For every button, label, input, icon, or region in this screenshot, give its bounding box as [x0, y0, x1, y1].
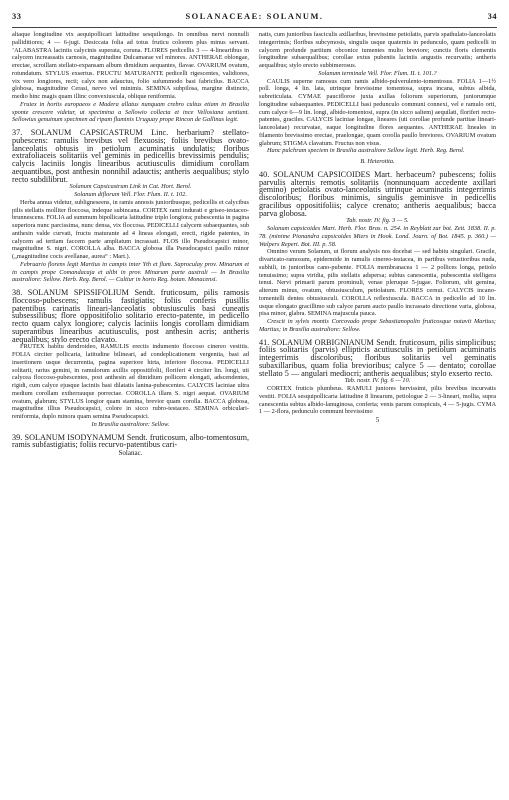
left-column: [12, 31, 249, 791]
page-number-right: 34: [487, 12, 497, 21]
left-paragraph: Herba annua videtur, subligneseens, in ramis annosis juniortbusque, pedicellis et calycibus pilis stellatis molliter floccosa, indeque subincana. CORTEX rami indurati e griseo-testaceo-brunnescens. FOLIA ad summum bipollicaria latitudine triplo longiora; pubescentia in pagina superiora nunc parcissima, nunc densa, vix floccosa. PEDICELLI calycem subaequantes, sub anthesin valde curvati, fructu maturante ad 4 lineas elongati, erecti, rigide patentes, in calycem ad tertiam faccem parte ampliatum incrassati. FLOS illo Pseudocapsici minor, magnitudine S. nigri. COROLLA alba. BACCA globosa illa Pseudocapsici paullo minor („magnitudine cocis avellanae, aurea“ : Mart.).: [12, 198, 249, 260]
page-number-left: 33: [12, 12, 22, 21]
right-paragraph: Omnino verum Solanum, ut florum analysis nos docebat — sed habitu singulari. Gracile, divaricato-ramosum, epidermide in ramulis cinereo-testacea, in partibus vetustioribus nuda, subhili, in junioribus cano-pubente. FOLIA membranacea 1 — 2 pollices longa, petiolo tenuissimo; supra viridia, pilis stellatis adspersa; subtus canescentia, pubescentia stelligera tenui. Nervi primarii parum prominuli, venae pleruque 5-jugae. Foliorum, ubi gemina, alterum minus, ovatum, obtusiusculum, petiolatum. FLORES cernui. CALYCIS incano-tomentelli dentes obtusiusculi. COROLLA reflexiuscula. BACCA in pedicello ad 10 lin. usque elongato gracillimo sub calyce parum aucto paullo incrassato directione varia, globosa, pisa minor, glabra. SEMINA majuscula pauca.: [259, 248, 496, 318]
right-paragraph: Solanum terminale Vell. Flor. Flum. II. t. 101.?: [318, 69, 437, 77]
right-column: [259, 31, 496, 791]
right-paragraph: CORTEX fruticis plumbeus. RAMULI juniores hervissimi, pilis brevibus incurvatis vestiti. FOLIA sesquipollicaria latitudine 8 linearum, petiologue 2 — 3-lineari, mollia, supra canescentia subtus albido-lanuginosa, conferta; venis parum conspicuis, 4 — 5-jugis. CYMA 1 — 2-flora, pedunculo communi brevissimo: [259, 385, 496, 416]
left-paragraph: FRUTEX habitu dendroideo, RAMULIS erectis indumento floccoso cinereo vestitis. FOLIA circiter pollicaria, latitudine bilineari, ad condeplicationem vergentia, basi ad insertionem usque decurrentia, pagina superiore hirta, inferiore floccosa. PEDICELLI solitarii, rarius gemini, in ramulorum axillis oppositifolii, floriferi 4 circiter lin. longi, uti calycea floccoso-pubescentes, post anthesin ad dimidium pollicem elongati, adscendentes, rigidi, cum calyce ejusque laciniis basi dilatatis lanina-pubescentes. CALYCIS laciniae ultra medium corollam extherrauque porrectae. COROLLA illam S. nigri aequat. OVARIUM ovatum, glabrum; STYLUS longior quam stamina, brevior quam corolla. BACCA globosa, magnitudine illius Pseudocapsici, colore in sicco rubro-testaceo. SEMINA orbiculari-reniformia, duplo minora quam semina Pseudocapsici.: [12, 343, 249, 420]
left-paragraph: In Brasilia australiore: Sellow.: [91, 420, 170, 428]
running-header: [12, 12, 497, 26]
right-paragraph: Tab. nostr. IV. fig. 6 — 10.: [344, 377, 411, 385]
left-paragraph: Solanum Capsicastrum Link in Cat. Hort. Berol.: [69, 183, 192, 191]
left-paragraph: Solanum diflorum Vell. Flor. Flum. II. t. 102.: [74, 191, 187, 198]
left-paragraph: 38. SOLANUM SPISSIFOLIUM Sendt. fruticosum, pilis ramosis floccoso-pubescens; ramulis fastigiatis; foliis conferis pusillis patentibus carinatis lineari-lanceolatis obtusiusculis basi cuneatis subsessilibus; flore oppositifolio solitario erecto-patente, in pedicello recto quam calyx longiore; calycis laciniis longis corollam dimidiam superantibus linearibus acutiusculis, post anthesin acris; antheris aequalibus; stylo erecto clavato.: [12, 288, 249, 344]
right-paragraph: 41. SOLANUM ORBIGNIANUM Sendt. fruticosum, pilis simplicibus; foliis solitariis (parvis) ellipticis acutiusculis in petiolum acuminatis integerrimis discoloribus; floribus solitariis vel geminatis subaxillaribus, quam folia brevioribus; calyce 5 — dentato; corollae stellato 5 — angulari mediocri; antheris aequalibus; stylo exserto recto.: [259, 337, 496, 378]
left-paragraph: Frutex in hortis europaeos e Madera allatus nunquam crebro cultus etiam in Brasilia sponte crescere videtur, ut specimina a Sellowio collecta et ince Vellosiana sentiunt. Sellowius genuinum specimen ad ripam fluminis Uruguay prope Rincon de Gallinas legit.: [12, 100, 249, 124]
left-paragraph: 37. SOLANUM CAPSICASTRUM Linc. herbarium? stellato-pubescens: ramulis brevibus vel flexuosis; foliis brevibus ovato-lanceolatis obtusis in petiolum acuminatis undulatis; floribus extrafoliaceis solitariis vel geminis in pedicellis brevissimis pendulis; calycis laciniis longis linearibus acutiusculis dimidium corollam aequantibus, post anthesin nonnihil adauctis; antheris aequalibus; stylo recto subdilibrut.: [12, 128, 249, 184]
right-paragraph: CAULIS superne ramosus cum ramis albido-pulverulento-tomentosus. FOLIA 1—1½ poll. longa, 4 lin. lata, utrinque brevissime tomentosa, supra incana, subtus albida, subreticulata. CYMAE paucifloroe juxta axillas foliorum superiorum, juniorumque longitudine subaequantes. PEDICELLI basi pedunculo communi connexi, vel e ramulo orti, cum calyce 6—9 lin. longi, albido-tomentosi, supra (in sicco saltem) aequilati, floriferi recto-patentes, graciles. CALYCIS laciniae longae, lineares (uti corollae profunde partitae lineari-lanceolatae) recurvatae, eaque longitudine flores aequantes. ANTHERAE lineales in filamento brevissimo erectae, praelongae, quam corolla paullo breviores. OVARIUM ovatum glabrum; STIGMA clavatum. Fructus non visus.: [259, 77, 496, 147]
left-paragraph: altaque longitudine vix aequipollicari latitudine sesquilongo. In omnibus nervi nonnulli palliditiores; 4 — 6-jugi. Desiccata folia ad totus fruticu colorem plus minus servant. ’ALABASTRA laciniis calycinis superata, coruna. FLORES pedicellis 3 — 4-lineariibus in calycem increassatis carnosis, magnitudine Dulcamarae vel minores. ANTHERAE oblongae, erectae, scroillam stellato-expansam album dimidium aequantes, flavae. OVARIUM ovatum, rotundatum. STYLUS exsertus. FRUCTU MATURANTE pedicelli rigescentes, validiores, vix vero longiores, recti; calyx non adauctus, folio sufummodo basi fabricilus. BACCA globosa, magnitudine Cerasi, nervo vel minimis. SEMINA subpilosa, margine distincto, medio hinc magis quam illinc convexiuscula, oblique reniformia.: [12, 31, 249, 100]
right-paragraph: B. Heterotita.: [360, 158, 395, 165]
left-footer: Solanac.: [118, 449, 143, 457]
right-paragraph: natis, cum junioribus fasciculis axillaribus, brevissime petiolatis, parvis spathulato-lanceolatis integerrimis; floribus subcymosis, singulis usque quaternis in pedunculo, quam pedicelli in calycem profunde partitum obconice tumentes multo breviore; cunctis floris clementis longitudine subaequalibus; corollae extus pubentis laciniis angustis recurvatis; antheris aequalibus; stylo erecto subbimerosus.: [259, 31, 496, 69]
header-rule: [12, 27, 497, 28]
right-paragraph: Tab. nostr. IV. fig. 3 — 5.: [346, 217, 409, 225]
running-title: SOLANACEAE: SOLANUM.: [185, 12, 324, 21]
right-paragraph: Hanc pulchram speciem in Brasilia australiore Sellow legit. Herb. Reg. Berol.: [267, 147, 465, 155]
right-paragraph: 40. SOLANUM CAPSICOIDES Mart. herbaceum? pubescens; foliis parvulis alternis remotis solitariis (nonnunquam accedente axillari gemino) petiolatis ovato-lanceolatis utrinque acuminatis integerrimis discoloribus; floribus minimis, singulis geminisve in pedicellis gracilibus oppositifoliis; calyce crenato; antheris aequalibus; bacca parva globosa.: [259, 169, 496, 218]
right-paragraph: Solanum capsicoides Mart. Herb. Flor. Bras. n. 254. in Reyblatt zur bot. Zeit. 1838. II. p. 78. (minime Pionandra capsicoides Miers in Hook. Lond. Journ. of Bot. 1845. p. 360.) — Walpers Repert. Bot. III. p. 58.: [259, 225, 496, 248]
left-paragraph: 39. SOLANUM ISODYNAMUM Sendt. fruticosum, albo-tomentosum, ramis subfastigiatis; foliis recurvo-patentibus cari-: [12, 432, 249, 450]
left-paragraph: Februario florens legit Martius in campis inter Yth et flum. Saproculay prov. Minarum et in campis prope Comandacaja et alibi in prov. Minarum parte australi — In Brasilia australiore: Sellow. Herb. Reg. Berol. — Cultiur in horto Reg. botan. Monacensi.: [12, 260, 249, 284]
right-footer: 5: [375, 416, 380, 424]
right-paragraph: Crescit in sylvis montis Corcovado prope Sebastianopolin fruticosque notavit Martius; Martius; in Brasilia australiore: Sellow.: [259, 318, 496, 333]
text-columns: [12, 31, 497, 791]
